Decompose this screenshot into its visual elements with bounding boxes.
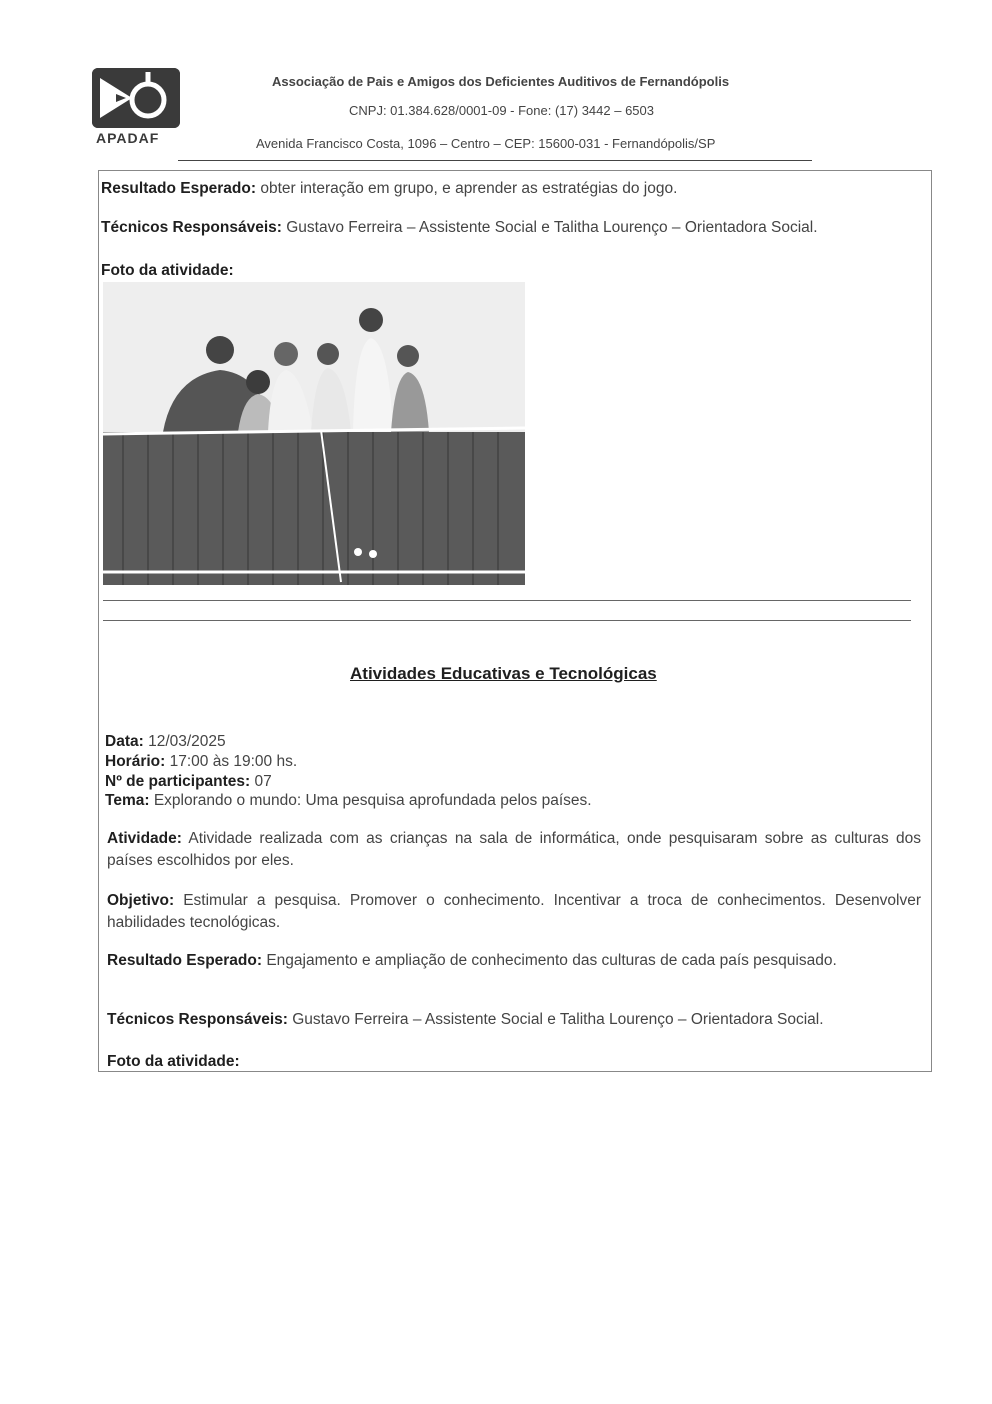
participantes-label: Nº de participantes:	[105, 773, 251, 790]
tema-value: Explorando o mundo: Uma pesquisa aprofundada pelos países.	[153, 792, 592, 809]
prev-resultado-row	[101, 180, 677, 198]
horario-row	[105, 753, 297, 771]
atividade-label: Atividade:	[107, 830, 182, 847]
prev-tecnicos-value: Gustavo Ferreira – Assistente Social e Talitha Lourenço – Orientadora Social.	[286, 219, 818, 236]
activity-photo	[103, 282, 525, 585]
logo-text: APADAF	[96, 130, 160, 146]
tema-label: Tema:	[105, 792, 150, 809]
prev-foto-label: Foto da atividade:	[101, 262, 234, 279]
tecnicos-label: Técnicos Responsáveis:	[107, 1011, 288, 1028]
data-value: 12/03/2025	[148, 733, 226, 750]
resultado-label: Resultado Esperado:	[107, 952, 263, 969]
horario-value: 17:00 às 19:00 hs.	[169, 753, 298, 770]
org-address: Avenida Francisco Costa, 1096 – Centro – CEP: 15600-031 - Fernandópolis/SP	[256, 136, 716, 151]
data-label: Data:	[105, 733, 144, 750]
tecnicos-value: Gustavo Ferreira – Assistente Social e Talitha Lourenço – Orientadora Social.	[292, 1011, 824, 1028]
org-name: Associação de Pais e Amigos dos Deficientes Auditivos de Fernandópolis	[272, 74, 730, 89]
prev-resultado-value: obter interação em grupo, e aprender as estratégias do jogo.	[260, 180, 678, 197]
resultado-paragraph	[107, 950, 921, 972]
resultado-value: Engajamento e ampliação de conhecimento das culturas de cada país pesquisado.	[266, 952, 837, 969]
prev-tecnicos-label: Técnicos Responsáveis:	[101, 219, 282, 236]
header-divider	[178, 160, 812, 161]
apadaf-logo	[92, 68, 182, 148]
data-row	[105, 733, 226, 751]
participantes-row	[105, 773, 272, 791]
foto-label: Foto da atividade:	[107, 1053, 240, 1070]
org-contact: CNPJ: 01.384.628/0001-09 - Fone: (17) 3442 – 6503	[349, 103, 654, 118]
objetivo-paragraph	[107, 890, 921, 934]
participantes-value: 07	[254, 773, 272, 790]
separator-line-1	[103, 600, 911, 601]
atividade-value: Atividade realizada com as crianças na sala de informática, onde pesquisaram sobre as culturas dos países escolhidos por eles.	[107, 830, 922, 869]
foto-label-row	[107, 1053, 240, 1071]
section-title: Atividades Educativas e Tecnológicas	[350, 664, 657, 683]
separator-line-2	[103, 620, 911, 621]
atividade-paragraph	[107, 828, 921, 872]
ear-icon	[92, 68, 180, 128]
objetivo-label: Objetivo:	[107, 892, 175, 909]
horario-label: Horário:	[105, 753, 166, 770]
prev-tecnicos-row	[101, 219, 818, 237]
objetivo-value: Estimular a pesquisa. Promover o conhecimento. Incentivar a troca de conhecimentos. Desenvolver habilidades tecnológicas.	[107, 892, 921, 931]
prev-resultado-label: Resultado Esperado:	[101, 180, 257, 197]
tema-row	[105, 792, 592, 810]
tecnicos-row	[107, 1011, 824, 1029]
